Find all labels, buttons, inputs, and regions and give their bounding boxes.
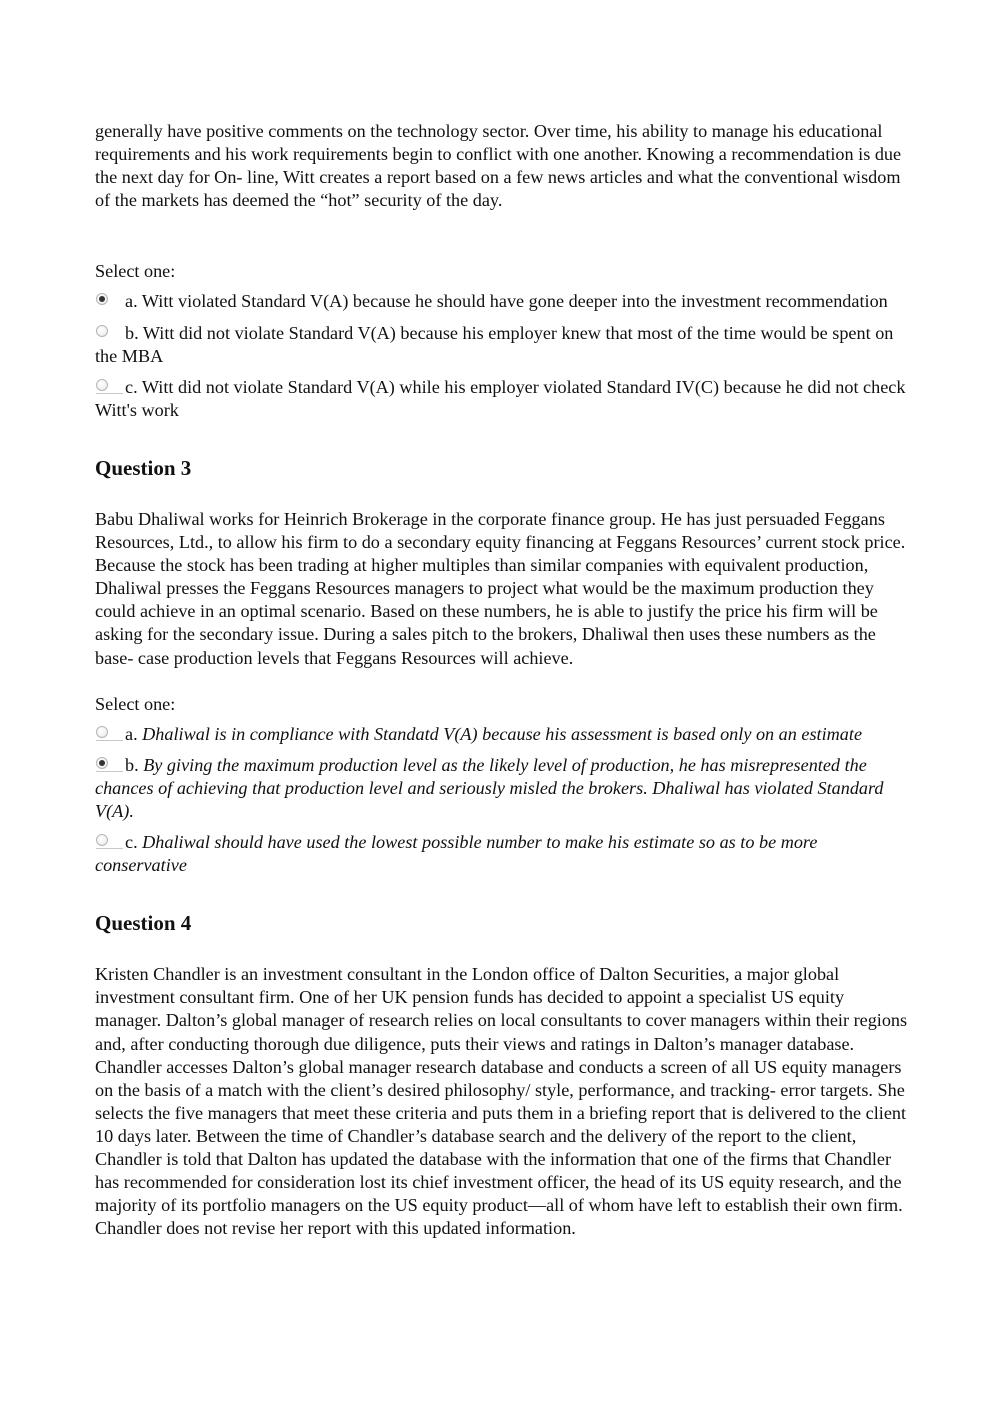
radio-unselected-icon[interactable] [96, 726, 108, 738]
q2-option-a-text: Witt violated Standard V(A) because he should have gone deeper into the investment recommendation [141, 291, 888, 312]
q2-option-a[interactable] [95, 290, 910, 313]
radio-underline [96, 771, 123, 772]
radio-underline [96, 393, 123, 394]
q2-option-b[interactable] [95, 322, 910, 368]
q3-option-c-text: Dhaliwal should have used the lowest possible number to make his estimate so as to be more conservative [95, 832, 818, 876]
q2-option-c[interactable] [95, 376, 910, 422]
question-3-heading: Question 3 [95, 455, 192, 480]
q3-option-a-text: Dhaliwal is in compliance with Standatd V(A) because his assessment is based only on an estimate [142, 723, 863, 744]
question-2-text-continued: generally have positive comments on the technology sector. Over time, his ability to manage his educational requirements and his work requirements begin to conflict with one another. Knowing a recommendation is due the next day for On- line, Witt creates a report based on a few news articles and what the conventional wisdom of the markets has deemed the “hot” security of the day. [95, 121, 902, 211]
q2-select-one-label: Select one: [95, 261, 176, 282]
q2-option-c-letter: c. [125, 376, 138, 397]
radio-unselected-icon[interactable] [96, 834, 108, 846]
q3-option-c[interactable] [95, 831, 910, 877]
question-3-text: Babu Dhaliwal works for Heinrich Brokerage in the corporate finance group. He has just persuaded Feggans Resources, Ltd., to allow his firm to do a secondary equity financing at Feggans Resources’ current stock price. Because the stock has been trading at higher multiples than similar companies with equivalent production, Dhaliwal presses the Feggans Resources managers to project what would be the maximum production they could achieve in an optimal scenario. Based on these numbers, he is able to justify the price his firm will be asking for the secondary issue. During a sales pitch to the brokers, Dhaliwal then uses these numbers as the base- case production levels that Feggans Resources will achieve. [95, 508, 906, 668]
q3-select-one-label: Select one: [95, 693, 176, 714]
radio-unselected-icon[interactable] [96, 379, 108, 391]
q2-option-b-letter: b. [125, 322, 139, 343]
q2-option-b-text: Witt did not violate Standard V(A) because his employer knew that most of the time would be spent on the MBA [95, 322, 894, 366]
radio-selected-icon[interactable] [96, 757, 108, 769]
q3-option-b[interactable] [95, 754, 910, 823]
q3-option-b-text: By giving the maximum production level as the likely level of production, he has misrepresented the chances of achieving that production level and seriously misled the brokers. Dhaliwal has violated Standard V(A). [95, 754, 884, 821]
question-4-heading: Question 4 [95, 911, 192, 936]
q3-option-a-letter: a. [125, 723, 138, 744]
radio-underline [96, 740, 123, 741]
quiz-page [95, 120, 910, 1240]
q3-option-a[interactable] [95, 723, 910, 746]
q2-option-c-text: Witt did not violate Standard V(A) while his employer violated Standard IV(C) because he did not check Witt's work [95, 376, 906, 420]
radio-selected-icon[interactable] [96, 293, 108, 305]
question-4-text: Kristen Chandler is an investment consultant in the London office of Dalton Securities, a major global investment consultant firm. One of her UK pension funds has decided to appoint a specialist US equity manager. Dalton’s global manager of research relies on local consultants to cover managers within their regions and, after conducting thorough due diligence, puts their views and ratings in Dalton’s manager database. Chandler accesses Dalton’s global manager research database and conducts a screen of all US equity managers on the basis of a match with the client’s desired philosophy/ style, performance, and tracking- error targets. She selects the five managers that meet these criteria and puts them in a briefing report that is delivered to the client 10 days later. Between the time of Chandler’s database search and the delivery of the report to the client, Chandler is told that Dalton has updated the database with the information that one of the firms that Chandler has recommended for consideration lost its chief investment officer, the head of its US equity research, and the majority of its portfolio managers on the US equity product—all of whom have left to establish their own firm. Chandler does not revise her report with this updated information. [95, 964, 908, 1239]
q3-option-b-letter: b. [125, 754, 139, 775]
radio-unselected-icon[interactable] [96, 325, 108, 337]
q2-option-a-letter: a. [125, 291, 138, 312]
radio-underline [96, 848, 123, 849]
q3-option-c-letter: c. [125, 832, 138, 853]
